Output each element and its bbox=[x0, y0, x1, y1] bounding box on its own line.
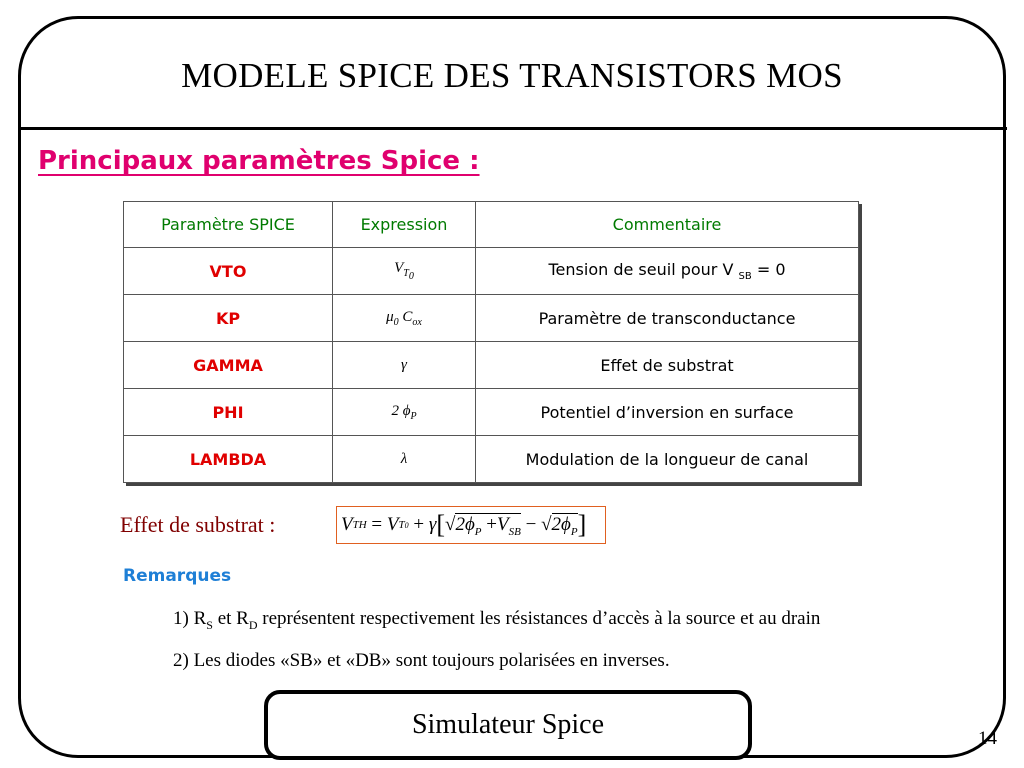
spice-parameters-table bbox=[123, 201, 859, 483]
param-name: LAMBDA bbox=[124, 436, 333, 483]
param-expression: λ bbox=[333, 436, 476, 483]
table-row bbox=[124, 295, 859, 342]
footer-banner bbox=[264, 690, 752, 760]
page-number: 14 bbox=[978, 728, 997, 749]
footer-text: Simulateur Spice bbox=[411, 709, 605, 740]
header-expression: Expression bbox=[333, 202, 476, 248]
table-row bbox=[124, 389, 859, 436]
table-row bbox=[124, 248, 859, 295]
param-expression: 2 $\phi_P$ bbox=[333, 389, 476, 436]
param-expression: $\mu_0$ $C_{ox}$ bbox=[333, 295, 476, 342]
param-name: VTO bbox=[124, 248, 333, 295]
table-row bbox=[124, 342, 859, 389]
effet-substrat-label: Effet de substrat : bbox=[120, 512, 276, 537]
param-comment: Modulation de la longueur de canal bbox=[476, 436, 859, 483]
param-comment: Tension de seuil pour V $_{SB}$ = 0 bbox=[476, 248, 859, 295]
param-comment: Potentiel d’inversion en surface bbox=[476, 389, 859, 436]
slide-title: MODELE SPICE DES TRANSISTORS MOS bbox=[181, 56, 843, 95]
title-divider bbox=[19, 127, 1007, 130]
param-expression: γ bbox=[333, 342, 476, 389]
param-name: KP bbox=[124, 295, 333, 342]
param-expression: $V_{T0}$ bbox=[333, 248, 476, 295]
table-header-row bbox=[124, 202, 859, 248]
param-comment: Paramètre de transconductance bbox=[476, 295, 859, 342]
remarque-1: 1) $R_S$ et $R_D$ représentent respectivement les résistances d’accès à la source et au drain bbox=[173, 608, 821, 632]
param-comment: Effet de substrat bbox=[476, 342, 859, 389]
table-row bbox=[124, 436, 859, 483]
header-commentaire: Commentaire bbox=[476, 202, 859, 248]
remarque-2: 2) Les diodes «SB» et «DB» sont toujours polarisées en inverses. bbox=[173, 650, 670, 671]
threshold-voltage-formula: V TH = V T0 + γ [ √ $2\phi_P +V_{SB}$ − √ $2\phi_P$ ] bbox=[336, 506, 606, 544]
param-name: GAMMA bbox=[124, 342, 333, 389]
remarques-heading: Remarques bbox=[123, 566, 232, 586]
section-subtitle: Principaux paramètres Spice : bbox=[38, 146, 480, 176]
header-parametre: Paramètre SPICE bbox=[124, 202, 333, 248]
param-name: PHI bbox=[124, 389, 333, 436]
